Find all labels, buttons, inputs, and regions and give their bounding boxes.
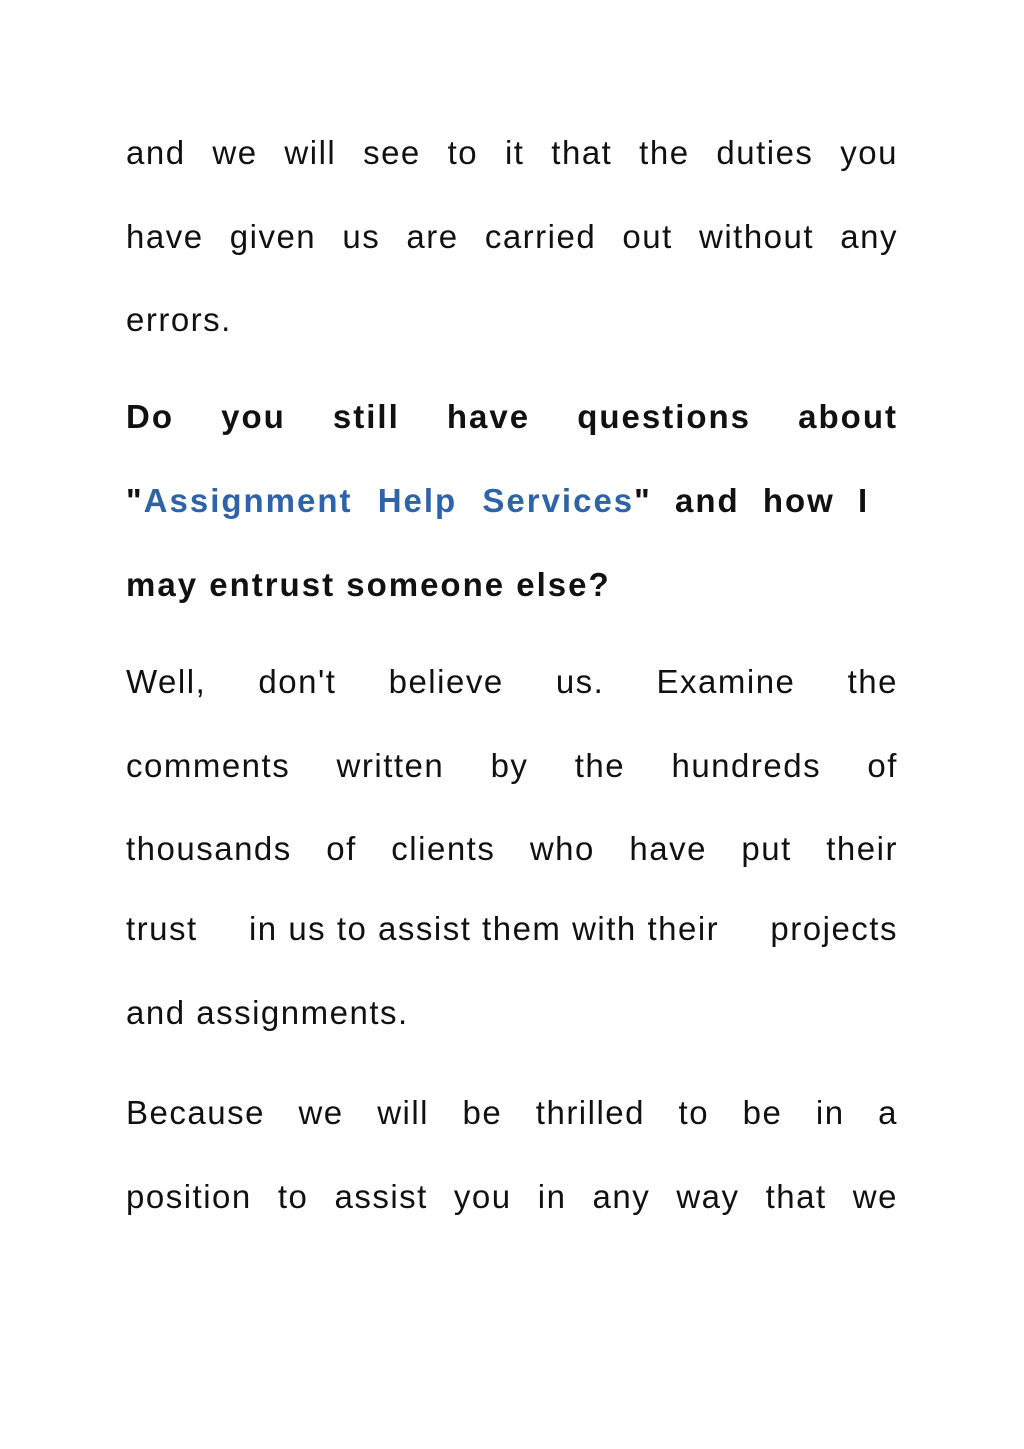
paragraph-1-line-1 bbox=[126, 133, 898, 173]
word: Do bbox=[126, 398, 174, 435]
word: a bbox=[878, 1094, 898, 1131]
word: Well, bbox=[126, 663, 207, 700]
quote-open: " bbox=[126, 482, 144, 519]
word: thrilled bbox=[535, 1094, 646, 1131]
word: way bbox=[676, 1178, 740, 1215]
word: any bbox=[592, 1178, 651, 1215]
word: are bbox=[406, 218, 459, 255]
word: have bbox=[629, 830, 707, 867]
word: that bbox=[765, 1178, 827, 1215]
word: by bbox=[490, 747, 529, 784]
word: will bbox=[377, 1094, 430, 1131]
word: to bbox=[277, 1178, 309, 1215]
word: we bbox=[298, 1094, 344, 1131]
word: be bbox=[462, 1094, 503, 1131]
word: to bbox=[678, 1094, 710, 1131]
paragraph-2-line-5: and assignments. bbox=[126, 994, 409, 1031]
word: position bbox=[126, 1178, 252, 1215]
paragraph-2-line-1 bbox=[126, 662, 898, 702]
word: duties bbox=[716, 134, 814, 171]
word: the bbox=[847, 663, 898, 700]
word: have bbox=[446, 398, 531, 435]
word: without bbox=[698, 218, 815, 255]
word: to bbox=[447, 134, 479, 171]
word: written bbox=[336, 747, 445, 784]
word: see bbox=[363, 134, 421, 171]
word: questions bbox=[577, 398, 752, 435]
heading-line-2 bbox=[126, 481, 898, 521]
word: comments bbox=[126, 747, 291, 784]
word: in bbox=[537, 1178, 567, 1215]
word: don't bbox=[258, 663, 337, 700]
word: out bbox=[622, 218, 673, 255]
word: given bbox=[229, 218, 317, 255]
word: we bbox=[852, 1178, 898, 1215]
word: put bbox=[741, 830, 792, 867]
word: trust bbox=[126, 910, 198, 947]
word: thousands bbox=[126, 830, 292, 867]
word: that bbox=[551, 134, 613, 171]
paragraph-3-line-2 bbox=[126, 1177, 898, 1217]
heading-line-3: may entrust someone else? bbox=[126, 566, 611, 603]
word: will bbox=[284, 134, 337, 171]
word: who bbox=[529, 830, 595, 867]
paragraph-1-line-3: errors. bbox=[126, 301, 232, 338]
quote-close: " bbox=[634, 482, 652, 519]
word: it bbox=[504, 134, 525, 171]
word: you bbox=[840, 134, 898, 171]
word: assist bbox=[334, 1178, 428, 1215]
heading-line-1 bbox=[126, 397, 898, 437]
paragraph-2-line-2 bbox=[126, 746, 898, 786]
word: of bbox=[867, 747, 898, 784]
word: you bbox=[221, 398, 286, 435]
word-group: in us to assist them with their bbox=[248, 910, 720, 947]
word: about bbox=[798, 398, 898, 435]
word: Because bbox=[126, 1094, 265, 1131]
word: clients bbox=[391, 830, 496, 867]
word: still bbox=[332, 398, 400, 435]
word: any bbox=[840, 218, 898, 255]
word: and bbox=[126, 134, 186, 171]
word: hundreds bbox=[671, 747, 822, 784]
word: us bbox=[342, 218, 381, 255]
word: have bbox=[126, 218, 204, 255]
assignment-help-services-link[interactable]: Assignment Help Services bbox=[143, 482, 635, 519]
word: the bbox=[574, 747, 626, 784]
word: believe bbox=[388, 663, 504, 700]
word: in bbox=[815, 1094, 845, 1131]
word: of bbox=[326, 830, 357, 867]
paragraph-2-line-4 bbox=[126, 909, 898, 949]
word: us. bbox=[555, 663, 605, 700]
word: carried bbox=[484, 218, 597, 255]
word: be bbox=[742, 1094, 783, 1131]
word: you bbox=[453, 1178, 512, 1215]
word: their bbox=[826, 830, 898, 867]
word: we bbox=[212, 134, 258, 171]
paragraph-1-line-2 bbox=[126, 217, 898, 257]
paragraph-2-line-3 bbox=[126, 829, 898, 869]
paragraph-3-line-1 bbox=[126, 1093, 898, 1133]
word: projects bbox=[770, 910, 898, 947]
word: the bbox=[639, 134, 690, 171]
word: Examine bbox=[656, 663, 796, 700]
heading-line-2-rest: and how I bbox=[674, 482, 870, 519]
